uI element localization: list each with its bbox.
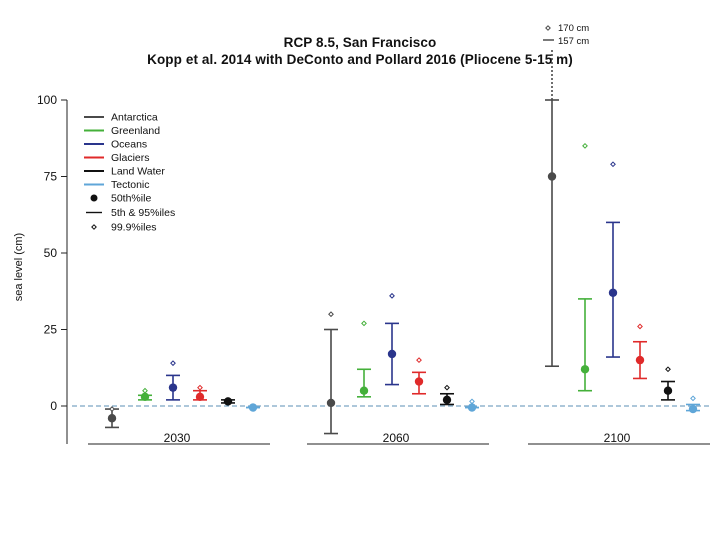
p50-marker	[609, 289, 617, 297]
legend-label: Land Water	[111, 165, 165, 178]
y-axis-label: sea level (cm)	[13, 232, 25, 302]
p999-marker	[666, 367, 670, 371]
p999-marker	[329, 312, 333, 316]
legend-label: 99.9%iles	[111, 221, 157, 234]
y-tick-label: 50	[43, 246, 57, 260]
p999-marker	[143, 389, 147, 393]
p50-marker	[468, 403, 476, 411]
p999-marker	[611, 162, 615, 166]
legend-label: Antarctica	[111, 111, 158, 124]
p50-marker	[169, 383, 177, 391]
p999-marker	[362, 321, 366, 325]
p999-marker	[470, 399, 474, 403]
p50-marker	[141, 393, 149, 401]
p50-marker	[388, 350, 396, 358]
legend-dot-symbol	[91, 195, 98, 202]
p50-marker	[689, 405, 697, 413]
group-label-2060: 2060	[382, 431, 410, 445]
legend-label: Greenland	[111, 125, 161, 137]
p50-marker	[249, 403, 257, 411]
p50-marker	[196, 393, 204, 401]
legend-label: Oceans	[111, 138, 148, 151]
p999-marker	[198, 385, 202, 389]
p50-marker	[581, 365, 589, 373]
legend-label: 50th%ile	[111, 192, 152, 205]
y-tick-label: 100	[36, 93, 57, 107]
legend-label: Tectonic	[111, 179, 150, 191]
offscale-diamond	[546, 26, 550, 30]
group-label-2030: 2030	[163, 431, 191, 445]
p50-marker	[327, 399, 335, 407]
p999-marker	[390, 294, 394, 298]
p999-marker	[583, 144, 587, 148]
p50-marker	[360, 387, 368, 395]
p999-marker	[417, 358, 421, 362]
p999-marker	[445, 385, 449, 389]
p999-marker	[691, 396, 695, 400]
p50-marker	[224, 397, 232, 405]
y-tick-label: 0	[50, 399, 57, 413]
p50-marker	[443, 396, 451, 404]
legend-diamond-symbol	[92, 225, 96, 229]
legend-label: 5th & 95%iles	[111, 207, 176, 219]
p50-marker	[415, 377, 423, 385]
y-tick-label: 75	[43, 169, 57, 184]
p50-marker	[108, 414, 116, 422]
p999-marker	[110, 407, 114, 411]
p50-marker	[664, 387, 672, 395]
y-tick-label: 25	[43, 322, 57, 337]
p50-marker	[636, 356, 644, 364]
chart-subtitle: Kopp et al. 2014 with DeConto and Pollard 2016 (Pliocene 5-15 m)	[147, 52, 573, 67]
p999-marker	[171, 361, 175, 365]
chart-title: RCP 8.5, San Francisco	[283, 35, 437, 50]
p999-marker	[638, 324, 642, 328]
group-label-2100: 2100	[603, 431, 631, 445]
offscale-label: 170 cm	[558, 23, 590, 34]
p50-marker	[548, 172, 556, 180]
offscale-label: 157 cm	[558, 36, 590, 47]
legend-label: Glaciers	[111, 152, 150, 164]
